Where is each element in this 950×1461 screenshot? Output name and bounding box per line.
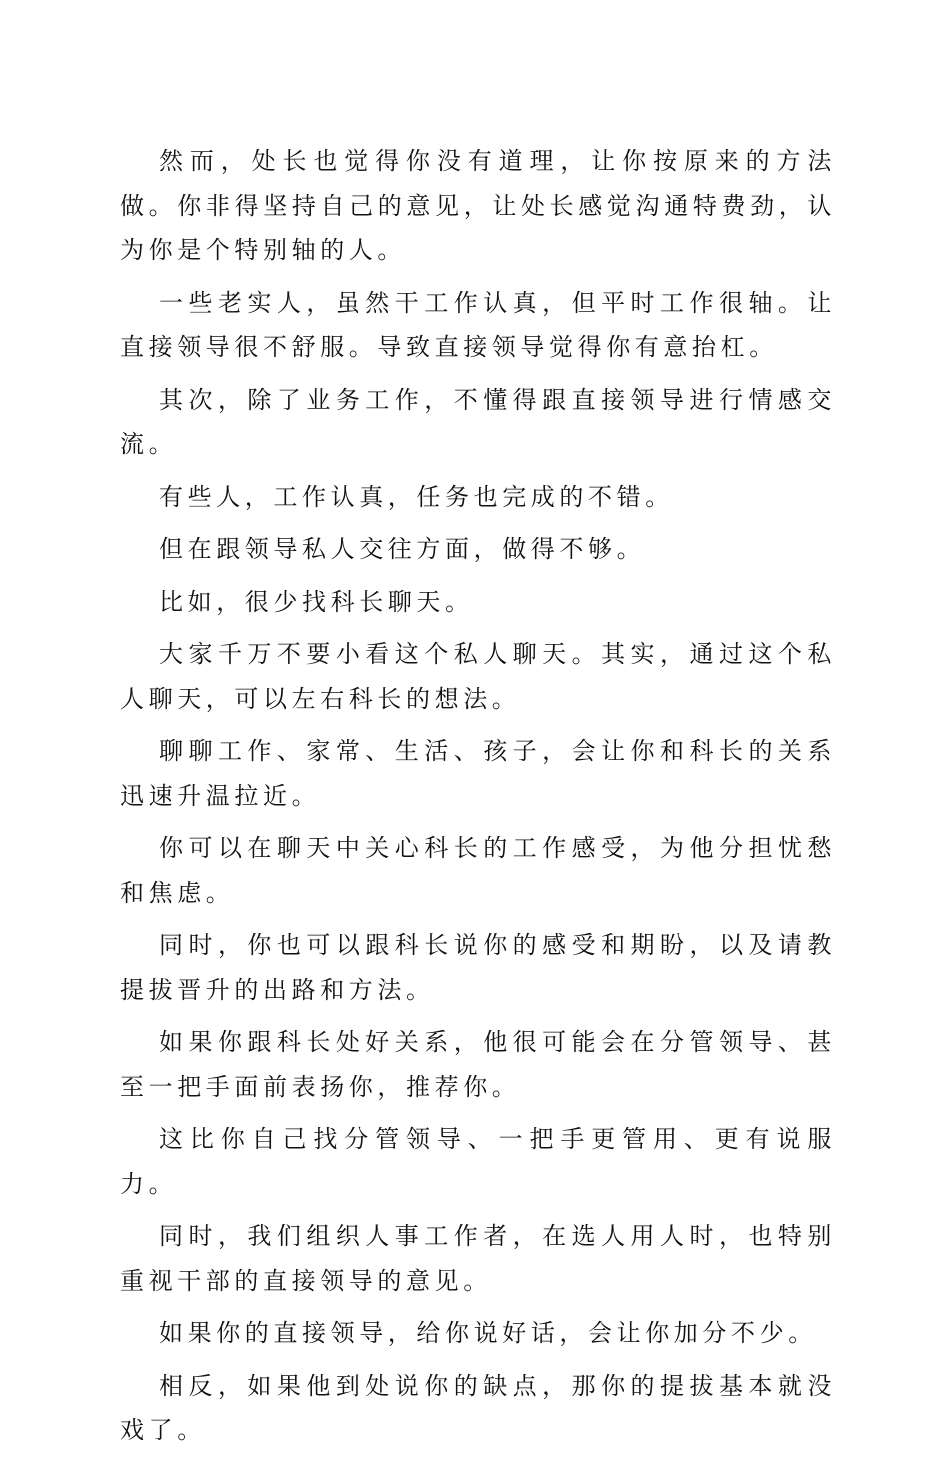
paragraph: 如果你跟科长处好关系，他很可能会在分管领导、甚至一把手面前表扬你，推荐你。: [120, 1028, 836, 1101]
document-body: [120, 139, 836, 1461]
paragraph: 这比你自己找分管领导、一把手更管用、更有说服力。: [120, 1125, 836, 1198]
paragraph: 大家千万不要小看这个私人聊天。其实，通过这个私人聊天，可以左右科长的想法。: [120, 640, 836, 713]
paragraph: 比如，很少找科长聊天。: [159, 587, 474, 616]
paragraph: 其次，除了业务工作，不懂得跟直接领导进行情感交流。: [120, 385, 836, 458]
paragraph: 同时，我们组织人事工作者，在选人用人时，也特别重视干部的直接领导的意见。: [120, 1222, 836, 1295]
paragraph: 聊聊工作、家常、生活、孩子，会让你和科长的关系迅速升温拉近。: [120, 737, 836, 810]
paragraph: 如果你的直接领导，给你说好话，会让你加分不少。: [159, 1319, 817, 1347]
paragraph: 相反，如果他到处说你的缺点，那你的提拔基本就没戏了。: [120, 1371, 836, 1444]
paragraph: 你可以在聊天中关心科长的工作感受，为他分担忧愁和焦虑。: [120, 834, 836, 907]
paragraph: 同时，你也可以跟科长说你的感受和期盼，以及请教提拔晋升的出路和方法。: [120, 931, 836, 1004]
paragraph: 有些人，工作认真，任务也完成的不错。: [159, 482, 674, 511]
paragraph: 一些老实人，虽然干工作认真，但平时工作很轴。让直接领导很不舒服。导致直接领导觉得你有意抬杠。: [120, 288, 836, 361]
paragraph: 但在跟领导私人交往方面，做得不够。: [159, 535, 646, 563]
paragraph: 然而，处长也觉得你没有道理，让你按原来的方法做。你非得坚持自己的意见，让处长感觉沟通特费劲，认为你是个特别轴的人。: [120, 147, 836, 264]
